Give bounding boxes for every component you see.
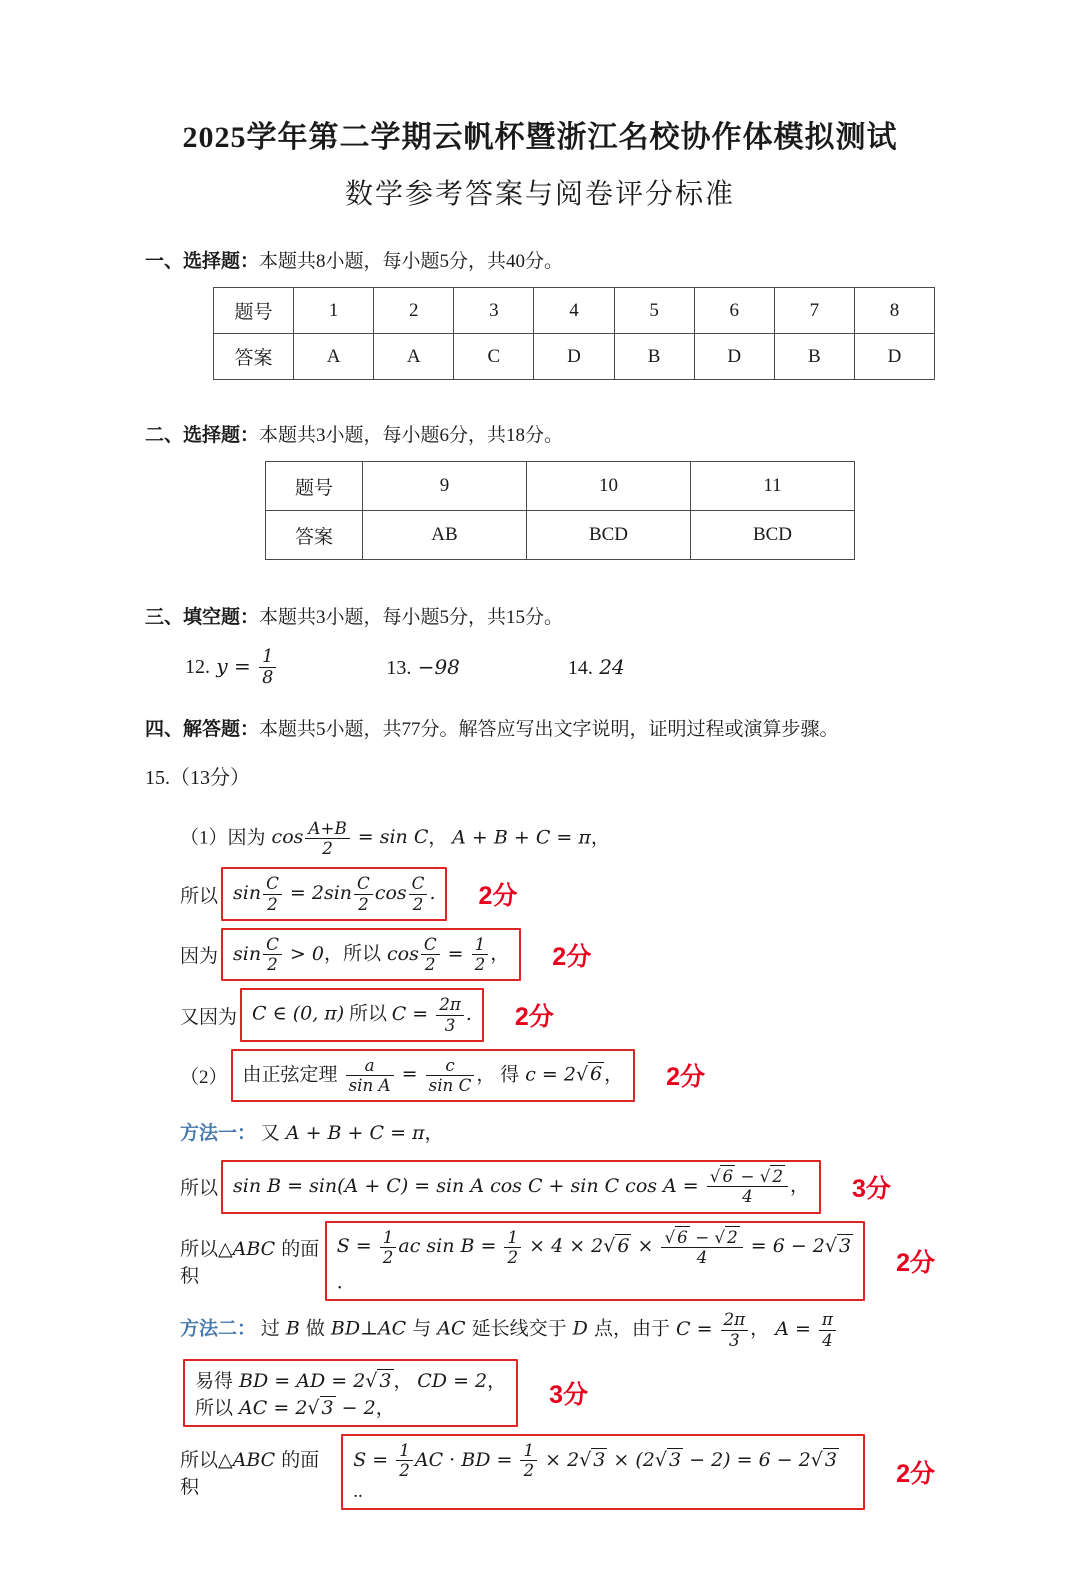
fill-in-answer-value: 24 xyxy=(592,655,625,680)
section-2-heading-desc: 本题共3小题，每小题6分，共18分。 xyxy=(259,425,564,446)
question-number-cell: 9 xyxy=(363,462,527,511)
solution-line xyxy=(180,1160,935,1213)
math-expression: A = $\frac{\pi}{4}$ xyxy=(769,1318,838,1340)
fill-in-answer-number: 14. xyxy=(567,657,593,680)
fraction: $\frac{C}{2}$ xyxy=(419,935,442,974)
math-expression: S = $\frac{1}{2}$ ac sin B = $\frac{1}{2}$ × 4 × 2√ 6 × $\frac{√ 6 - √ 2}{4}$ = 6 − 2√ 3 xyxy=(336,1226,852,1267)
math-expression: cos $\frac{A+B}{2}$ = sin C xyxy=(265,817,429,858)
fill-in-answer xyxy=(386,655,460,680)
question-number-cell: 4 xyxy=(534,288,614,334)
chinese-text: ， xyxy=(604,1064,624,1086)
square-root: √ 2 xyxy=(714,1226,738,1247)
solution-line xyxy=(180,1434,935,1509)
chinese-text: 所以 xyxy=(180,1238,219,1260)
chinese-text: 与 xyxy=(412,1319,432,1341)
chinese-text: ， xyxy=(750,1319,770,1341)
fill-in-answer xyxy=(185,647,278,688)
chinese-text: ， xyxy=(790,1175,810,1197)
section-4-heading xyxy=(145,714,935,741)
answer-cell: B xyxy=(774,334,854,380)
section-3-heading xyxy=(145,602,935,629)
question-number-cell: 6 xyxy=(694,288,774,334)
text-group xyxy=(180,1310,838,1349)
math-expression: sin $\frac{C}{2}$ > 0 xyxy=(233,933,324,975)
chinese-text: 延长线交于 xyxy=(471,1319,567,1341)
red-score-box xyxy=(341,1434,865,1509)
chinese-text: 做 xyxy=(305,1319,325,1341)
answer-cell: BCD xyxy=(527,511,691,560)
chinese-text: ， xyxy=(490,943,510,965)
square-root: √ 3 xyxy=(365,1370,392,1393)
fill-in-answer-value: −98 xyxy=(411,655,460,680)
question-number-cell: 8 xyxy=(854,288,934,334)
fill-in-answer-value: y = $\frac{1}{8}$ xyxy=(210,654,278,678)
answer-cell: D xyxy=(854,334,934,380)
solution-line xyxy=(180,816,935,860)
text-group xyxy=(180,1118,444,1145)
table-row xyxy=(214,288,935,334)
multiple-choice-table-2 xyxy=(265,461,855,560)
fraction: $\frac{1}{2}$ xyxy=(394,1441,415,1480)
math-expression: sin $\frac{C}{2}$ = 2sin $\frac{C}{2}$ cos $\frac{C}{2}$ . xyxy=(233,873,436,914)
answer-cell: A xyxy=(374,334,454,380)
red-score-box xyxy=(183,1359,518,1427)
solution-steps xyxy=(180,816,935,1509)
fraction: $\frac{A+B}{2}$ xyxy=(303,819,351,858)
chinese-text: 过 xyxy=(256,1319,280,1341)
section-1-heading xyxy=(145,246,935,273)
score-label: 2分 xyxy=(896,1459,935,1488)
chinese-text: ， xyxy=(428,827,453,849)
section-3-heading-label: 三、填空题： xyxy=(145,607,260,628)
chinese-text: 点，由于 xyxy=(593,1319,670,1341)
chinese-text: ， xyxy=(590,827,610,849)
fraction: $\frac{2\pi}{3}$ xyxy=(434,995,466,1034)
math-expression: C = $\frac{2\pi}{3}$ . xyxy=(391,994,472,1035)
solution-line xyxy=(180,1049,935,1102)
section-2-heading xyxy=(145,420,935,447)
red-score-box xyxy=(240,988,484,1041)
math-expression: AC = 2√ 3 − 2 xyxy=(233,1397,376,1420)
square-root: √ 3 xyxy=(824,1235,852,1258)
math-expression: CD = 2 xyxy=(417,1370,488,1393)
question-15-label: 15.（13分） xyxy=(145,767,250,790)
question-number-cell: 1 xyxy=(294,288,374,334)
question-number-cell: 3 xyxy=(454,288,534,334)
fraction: $\frac{1}{2}$ xyxy=(518,1441,539,1480)
red-score-box xyxy=(221,867,447,920)
math-expression: $\frac{a}{\text{sin A}}$ = $\frac{c}{\text{sin C}}$ xyxy=(338,1063,477,1085)
section-1-heading-desc: 本题共8小题，每小题5分，共40分。 xyxy=(259,251,564,272)
chinese-text: 易得 xyxy=(195,1371,234,1393)
solution-line xyxy=(180,988,935,1041)
text-group xyxy=(180,941,218,968)
math-expression: A + B + C = π xyxy=(279,1121,425,1144)
red-score-box xyxy=(231,1049,636,1102)
chinese-text: ，所以 xyxy=(323,943,381,965)
chinese-text: 所以 xyxy=(180,1449,219,1471)
answer-cell: BCD xyxy=(691,511,855,560)
text-group xyxy=(180,1445,338,1499)
answer-cell: B xyxy=(614,334,694,380)
fraction: $\frac{c}{\text{sin C}}$ xyxy=(424,1056,477,1095)
square-root: √ 3 xyxy=(579,1448,606,1471)
chinese-text: ， 得 xyxy=(476,1064,520,1086)
text-group xyxy=(180,819,610,858)
fraction: $\frac{\pi}{4}$ xyxy=(817,1310,838,1349)
chinese-text: 所以 xyxy=(180,1178,219,1200)
square-root: √ 6 xyxy=(575,1063,603,1086)
text-group xyxy=(180,1062,228,1089)
fraction: $\frac{√ 6 - √ 2}{4}$ xyxy=(705,1167,790,1206)
square-root: √ 6 xyxy=(603,1235,630,1258)
square-root: √ 3 xyxy=(307,1397,334,1420)
red-score-box xyxy=(221,1160,821,1213)
chinese-text: ． xyxy=(336,1272,356,1294)
page-title: 2025学年第二学期云帆杯暨浙江名校协作体模拟测试 xyxy=(182,121,898,154)
score-label: 2分 xyxy=(666,1063,706,1092)
square-root: √ 2 xyxy=(759,1166,783,1187)
score-label: 3分 xyxy=(852,1174,891,1203)
answer-cell: AB xyxy=(363,511,527,560)
answer-cell: D xyxy=(534,334,614,380)
math-expression: BD = AD = 2√ 3 xyxy=(233,1370,392,1393)
chinese-text: ， xyxy=(375,1398,395,1420)
question-number-cell: 11 xyxy=(691,462,855,511)
section-4-heading-desc: 本题共5小题，共77分。解答应写出文字说明，证明过程或演算步骤。 xyxy=(259,719,839,741)
multiple-choice-table-1 xyxy=(213,287,935,380)
section-4-heading-label: 四、解答题： xyxy=(145,719,260,741)
fraction: $\frac{2\pi}{3}$ xyxy=(719,1310,751,1349)
text-group xyxy=(180,1173,218,1200)
math-expression: c = 2√ 6 xyxy=(519,1063,603,1086)
row-header-cell: 答案 xyxy=(214,334,294,380)
fraction: $\frac{a}{\text{sin A}}$ xyxy=(344,1056,396,1095)
table-row xyxy=(214,334,935,380)
fill-in-answers xyxy=(185,647,935,688)
chinese-text: ， xyxy=(393,1371,418,1393)
chinese-text: 又因为 xyxy=(180,1006,238,1028)
math-expression: △ABC xyxy=(218,1448,282,1471)
solution-line xyxy=(180,928,935,981)
fraction: $\frac{1}{2}$ xyxy=(470,935,491,974)
score-label: 2分 xyxy=(478,882,518,911)
fill-in-answer-number: 12. xyxy=(185,656,210,679)
math-expression: A + B + C = π xyxy=(452,826,591,849)
table-row xyxy=(266,462,855,511)
score-label: 3分 xyxy=(549,1381,589,1410)
chinese-text: 因为 xyxy=(180,946,219,968)
section-3-heading-desc: 本题共3小题，每小题5分，共15分。 xyxy=(259,607,564,628)
question-number-cell: 10 xyxy=(527,462,691,511)
square-root: √ 3 xyxy=(654,1448,682,1471)
solution-line xyxy=(180,1221,935,1301)
chinese-text: ， xyxy=(487,1371,507,1393)
fraction: $\frac{1}{2}$ xyxy=(378,1228,399,1267)
fraction: $\frac{C}{2}$ xyxy=(261,935,284,974)
math-expression: C = $\frac{2\pi}{3}$ xyxy=(670,1318,750,1340)
solution-line xyxy=(180,1359,935,1427)
math-expression: AC xyxy=(431,1318,472,1341)
math-expression: BD⊥AC xyxy=(324,1318,413,1341)
fraction: $\frac{C}{2}$ xyxy=(407,874,430,913)
fraction: $\frac{1}{8}$ xyxy=(257,647,278,688)
square-root: √ 6 xyxy=(709,1166,734,1187)
chinese-text: 所以 xyxy=(180,885,219,907)
chinese-text: 又 xyxy=(256,1122,280,1144)
math-expression: sin B = sin(A + C) = sin A cos C + sin C cos A = $\frac{√ 6 - √ 2}{4}$ xyxy=(233,1175,790,1197)
red-score-box xyxy=(325,1221,865,1301)
fraction: $\frac{√ 6 - √ 2}{4}$ xyxy=(659,1228,744,1267)
chinese-text: ， xyxy=(424,1122,444,1144)
chinese-text: 由正弦定理 xyxy=(242,1064,338,1086)
section-2-heading-label: 二、选择题： xyxy=(145,425,260,446)
fraction: $\frac{1}{2}$ xyxy=(502,1228,523,1267)
chinese-text: 的面积 xyxy=(180,1449,320,1498)
question-number-cell: 2 xyxy=(374,288,454,334)
chinese-text: 所以 xyxy=(344,1004,392,1026)
chinese-text: 所以 xyxy=(195,1398,234,1420)
text-group xyxy=(180,881,218,908)
row-header-cell: 题号 xyxy=(266,462,363,511)
text-group xyxy=(180,1234,322,1288)
chinese-text: .. xyxy=(353,1480,363,1502)
red-score-box xyxy=(221,928,521,981)
section-1-heading-label: 一、选择题： xyxy=(145,251,260,272)
fraction: $\frac{C}{2}$ xyxy=(261,874,284,913)
question-number-cell: 5 xyxy=(614,288,694,334)
row-header-cell: 答案 xyxy=(266,511,363,560)
fill-in-answer xyxy=(568,655,625,680)
chinese-text: 的面积 xyxy=(180,1238,320,1287)
square-root: √ 6 xyxy=(664,1226,688,1247)
math-expression: cos $\frac{C}{2}$ = $\frac{1}{2}$ xyxy=(381,943,490,965)
solution-line xyxy=(180,867,935,920)
table-row xyxy=(266,511,855,560)
method-label: 方法二： xyxy=(180,1319,257,1341)
answer-cell: A xyxy=(294,334,374,380)
chinese-text: （1）因为 xyxy=(180,827,266,849)
score-label: 2分 xyxy=(552,942,592,971)
score-label: 2分 xyxy=(514,1003,554,1032)
chinese-text: （2） xyxy=(180,1066,228,1088)
answer-cell: D xyxy=(694,334,774,380)
math-expression: C ∈ (0, π) xyxy=(252,1003,345,1026)
math-expression: △ABC xyxy=(218,1237,282,1260)
question-number-cell: 7 xyxy=(774,288,854,334)
square-root: √ 3 xyxy=(810,1448,837,1471)
math-expression: B xyxy=(279,1318,306,1341)
row-header-cell: 题号 xyxy=(214,288,294,334)
method-label: 方法一： xyxy=(180,1122,257,1144)
math-expression: D xyxy=(566,1318,594,1341)
score-label: 2分 xyxy=(896,1248,935,1277)
answer-cell: C xyxy=(454,334,534,380)
math-expression: S = $\frac{1}{2}$ AC · BD = $\frac{1}{2}$ × 2√ 3 × (2√ 3 − 2) = 6 − 2√ 3 xyxy=(353,1440,837,1481)
text-group xyxy=(180,1002,237,1029)
solution-line xyxy=(180,1109,935,1153)
page-subtitle: 数学参考答案与阅卷评分标准 xyxy=(344,179,735,210)
fill-in-answer-number: 13. xyxy=(386,657,412,680)
solution-line xyxy=(180,1308,935,1352)
fraction: $\frac{C}{2}$ xyxy=(352,874,375,913)
